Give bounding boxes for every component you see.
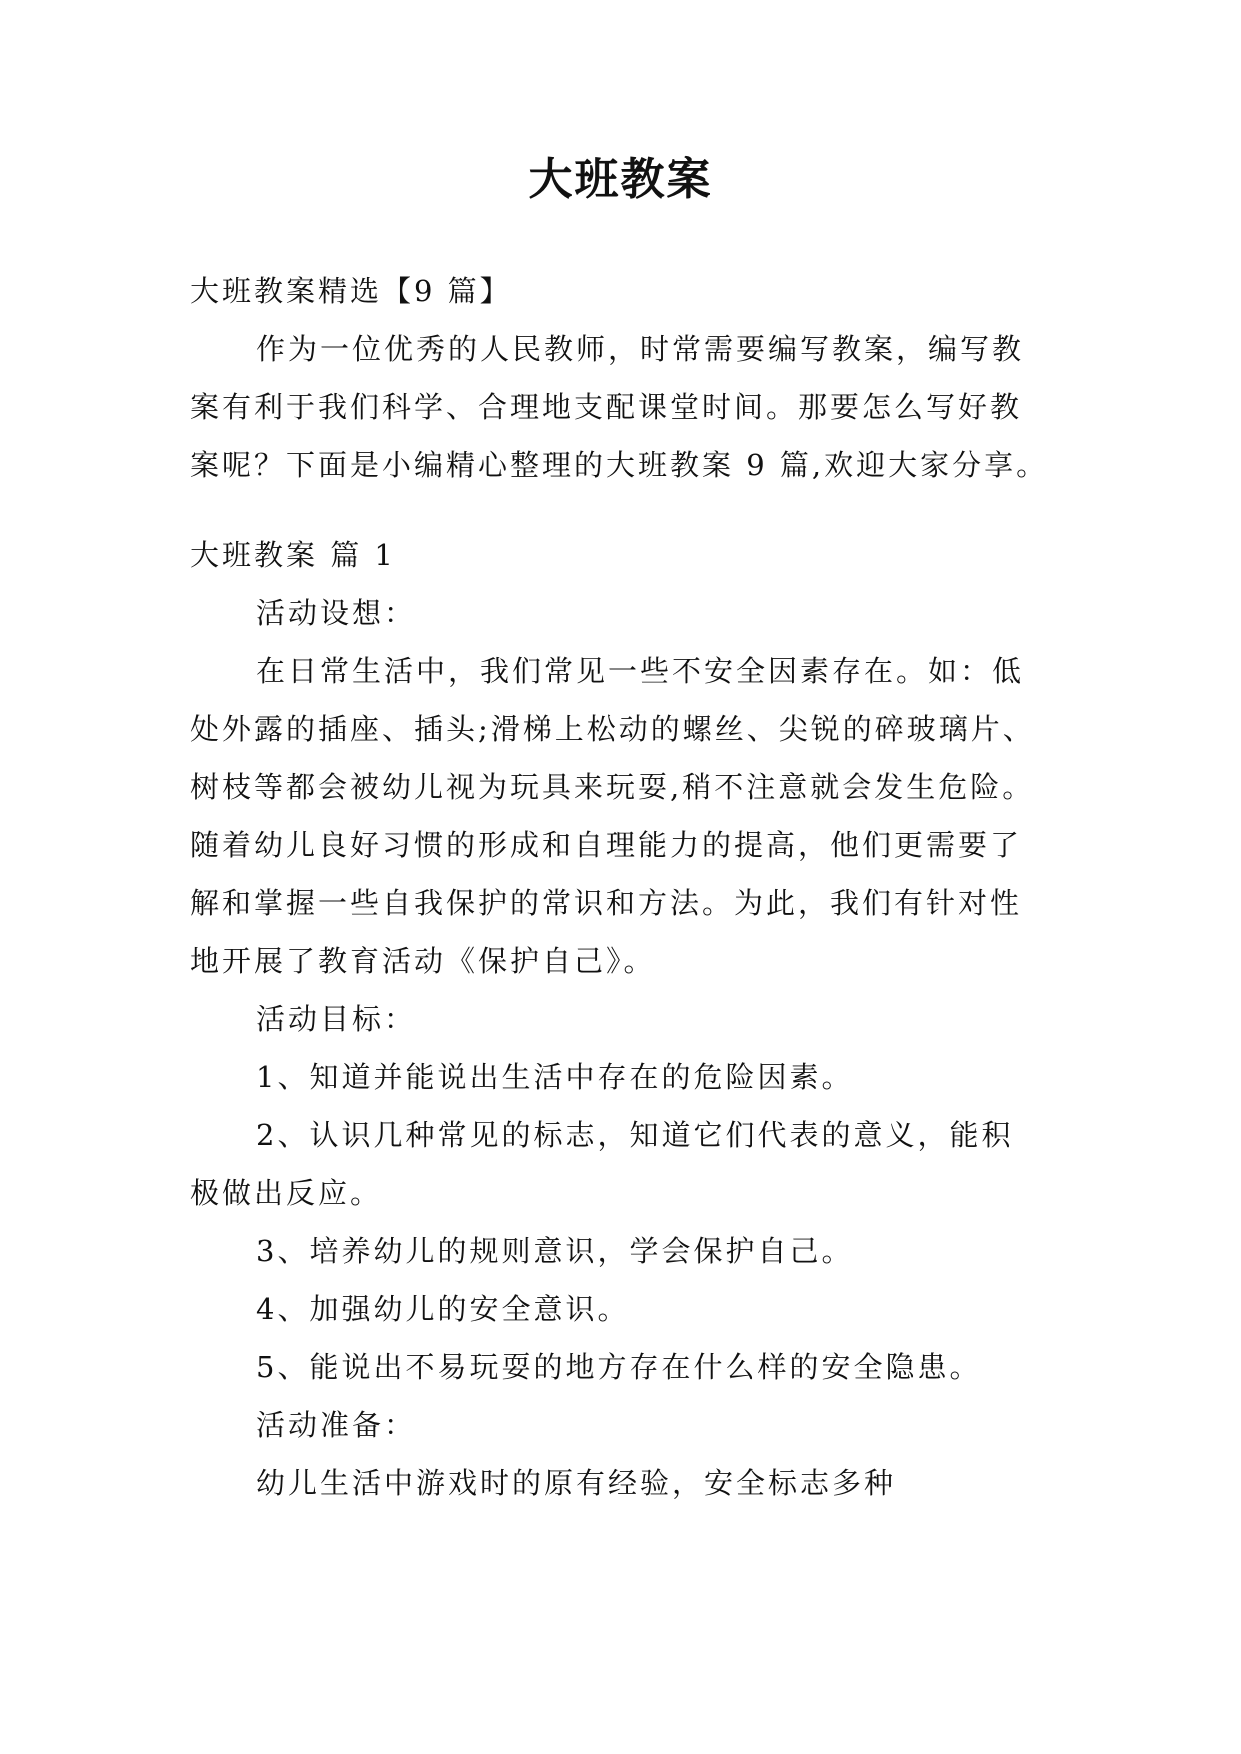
document-title: 大班教案 xyxy=(528,154,713,205)
subtitle: 大班教案精选【9 篇】 xyxy=(190,274,512,308)
prep-text: 幼儿生活中游戏时的原有经验，安全标志多种 xyxy=(256,1466,897,1500)
intro-line: 作为一位优秀的人民教师，时常需要编写教案，编写教 xyxy=(256,332,1025,366)
intro-line: 案呢？下面是小编精心整理的大班教案 9 篇,欢迎大家分享。 xyxy=(190,448,1049,482)
intro-line: 案有利于我们科学、合理地支配课堂时间。那要怎么写好教 xyxy=(190,390,1023,424)
activity-idea-line: 在日常生活中，我们常见一些不安全因素存在。如：低 xyxy=(256,654,1025,688)
goal-item: 1、知道并能说出生活中存在的危险因素。 xyxy=(256,1060,854,1094)
activity-idea-line: 树枝等都会被幼儿视为玩具来玩耍,稍不注意就会发生危险。 xyxy=(190,770,1035,804)
section-heading: 大班教案 篇 1 xyxy=(190,538,396,572)
activity-idea-line: 随着幼儿良好习惯的形成和自理能力的提高，他们更需要了 xyxy=(190,828,1023,862)
goal-item-continuation: 极做出反应。 xyxy=(190,1176,383,1210)
goal-item: 2、认识几种常见的标志，知道它们代表的意义，能积 xyxy=(256,1118,1014,1152)
goal-item: 5、能说出不易玩耍的地方存在什么样的安全隐患。 xyxy=(256,1350,982,1384)
activity-idea-line: 解和掌握一些自我保护的常识和方法。为此，我们有针对性 xyxy=(190,886,1023,920)
activity-idea-line: 地开展了教育活动《保护自己》。 xyxy=(190,944,656,978)
goals-label: 活动目标： xyxy=(256,1002,417,1036)
prep-label: 活动准备： xyxy=(256,1408,417,1442)
activity-idea-line: 处外露的插座、插头;滑梯上松动的螺丝、尖锐的碎玻璃片、 xyxy=(190,712,1035,746)
goal-item: 4、加强幼儿的安全意识。 xyxy=(256,1292,630,1326)
goal-item: 3、培养幼儿的规则意识，学会保护自己。 xyxy=(256,1234,854,1268)
activity-idea-label: 活动设想： xyxy=(256,596,417,630)
